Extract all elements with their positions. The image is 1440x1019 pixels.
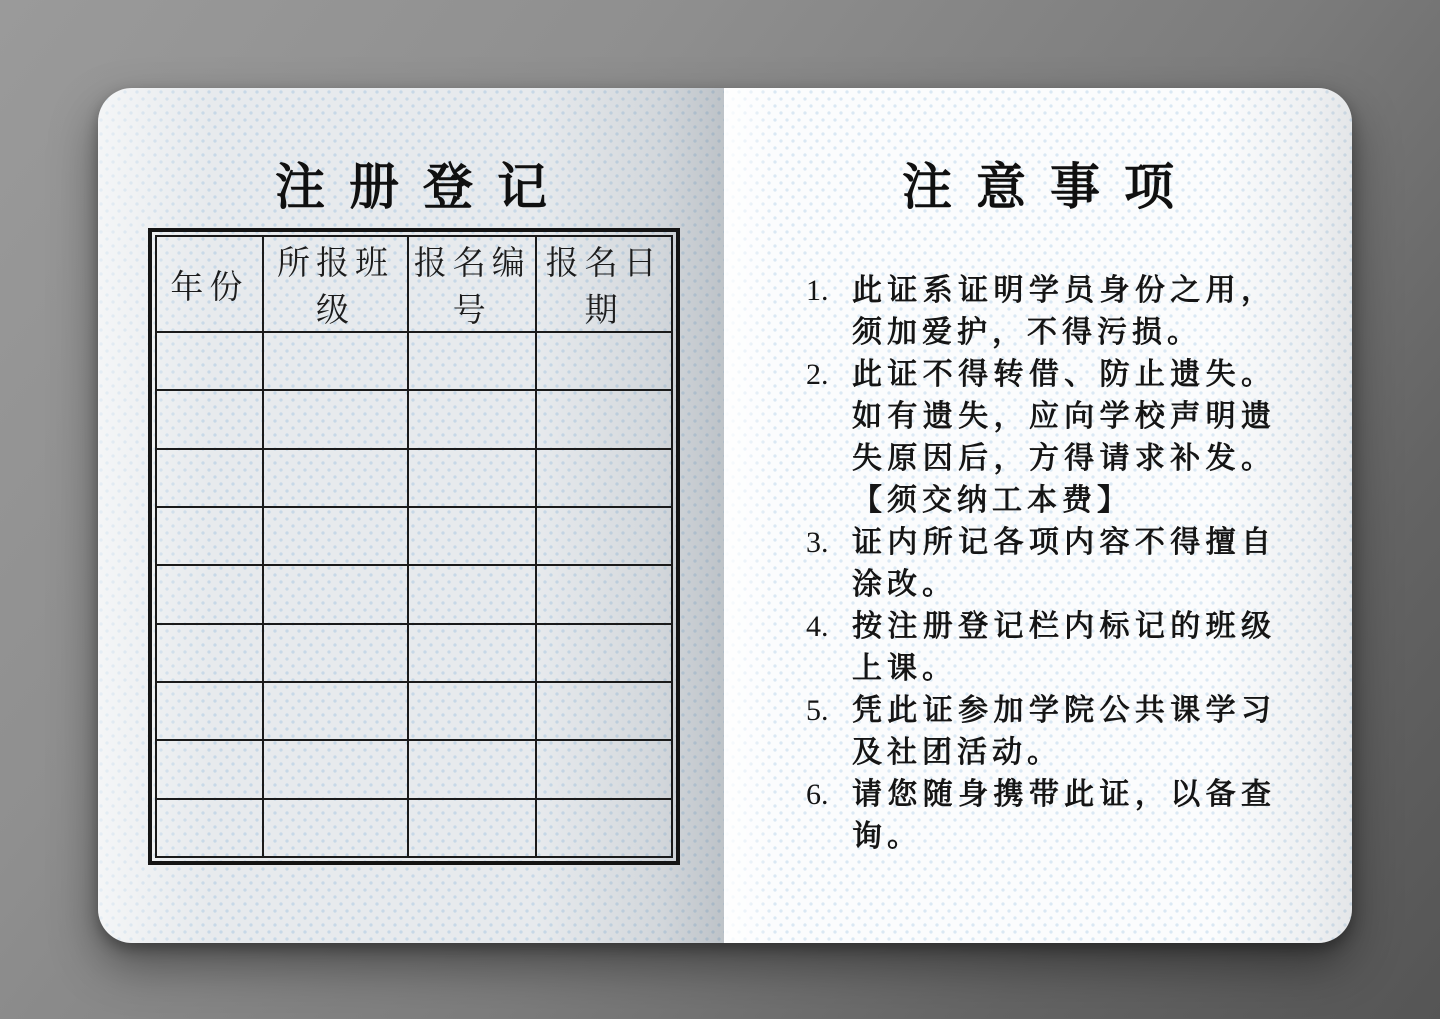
note-text: 请您随身携带此证，以备查询。	[852, 778, 1276, 853]
table-cell	[536, 449, 672, 507]
table-body	[156, 332, 672, 857]
table-cell	[263, 565, 409, 623]
note-number: 4.	[806, 610, 829, 643]
table-cell	[263, 390, 409, 448]
table-cell	[408, 565, 536, 623]
table-cell	[408, 740, 536, 798]
table-cell	[408, 332, 536, 390]
table-cell	[536, 332, 672, 390]
right-page-title: 注意事项	[902, 159, 1198, 215]
note-number: 1.	[806, 274, 829, 307]
table-row	[156, 740, 672, 798]
table-cell	[263, 624, 409, 682]
table-cell	[408, 799, 536, 857]
note-text: 此证不得转借、防止遗失。如有遗失，应向学校声明遗失原因后，方得请求补发。【须交纳工本费】	[852, 358, 1276, 517]
table-cell	[536, 624, 672, 682]
note-number: 5.	[806, 694, 829, 727]
table-cell	[156, 565, 263, 623]
table-cell	[408, 682, 536, 740]
table-cell	[263, 682, 409, 740]
table-cell	[156, 449, 263, 507]
table-cell	[156, 624, 263, 682]
note-item	[806, 270, 1276, 354]
note-item	[806, 522, 1276, 606]
table-cell	[156, 799, 263, 857]
note-item	[806, 690, 1276, 774]
table-cell	[408, 449, 536, 507]
table-row	[156, 332, 672, 390]
table-header-row	[156, 236, 672, 332]
note-item	[806, 606, 1276, 690]
table-cell	[408, 507, 536, 565]
table-cell	[263, 507, 409, 565]
table-cell	[156, 507, 263, 565]
left-page	[98, 88, 724, 943]
table-cell	[536, 682, 672, 740]
table-cell	[156, 682, 263, 740]
right-page	[724, 88, 1352, 943]
note-number: 6.	[806, 778, 829, 811]
note-item	[806, 774, 1276, 858]
table-cell	[263, 332, 409, 390]
left-page-title: 注册登记	[275, 159, 571, 215]
table-header-cell: 年份	[156, 236, 263, 332]
table-cell	[536, 799, 672, 857]
registration-table-frame	[148, 228, 680, 865]
note-number: 2.	[806, 358, 829, 391]
table-cell	[263, 799, 409, 857]
note-number: 3.	[806, 526, 829, 559]
table-cell	[263, 449, 409, 507]
table-row	[156, 799, 672, 857]
note-item	[806, 354, 1276, 522]
table-cell	[536, 565, 672, 623]
table-row	[156, 682, 672, 740]
note-text: 按注册登记栏内标记的班级上课。	[852, 610, 1276, 685]
table-cell	[408, 390, 536, 448]
table-row	[156, 390, 672, 448]
note-text: 凭此证参加学院公共课学习及社团活动。	[852, 694, 1276, 769]
table-cell	[536, 390, 672, 448]
table-cell	[536, 507, 672, 565]
note-text: 证内所记各项内容不得擅自涂改。	[852, 526, 1276, 601]
booklet-spread	[98, 88, 1352, 943]
table-cell	[156, 332, 263, 390]
table-cell	[156, 740, 263, 798]
table-header-cell: 报名日期	[536, 236, 672, 332]
table-header-cell: 报名编号	[408, 236, 536, 332]
table-header-cell: 所报班级	[263, 236, 409, 332]
table-cell	[408, 624, 536, 682]
table-row	[156, 565, 672, 623]
table-cell	[156, 390, 263, 448]
note-text: 此证系证明学员身份之用，须加爱护，不得污损。	[852, 274, 1276, 349]
table-cell	[536, 740, 672, 798]
notes-list	[806, 270, 1276, 858]
table-row	[156, 507, 672, 565]
table-row	[156, 624, 672, 682]
table-row	[156, 449, 672, 507]
registration-table	[155, 235, 673, 858]
table-cell	[263, 740, 409, 798]
